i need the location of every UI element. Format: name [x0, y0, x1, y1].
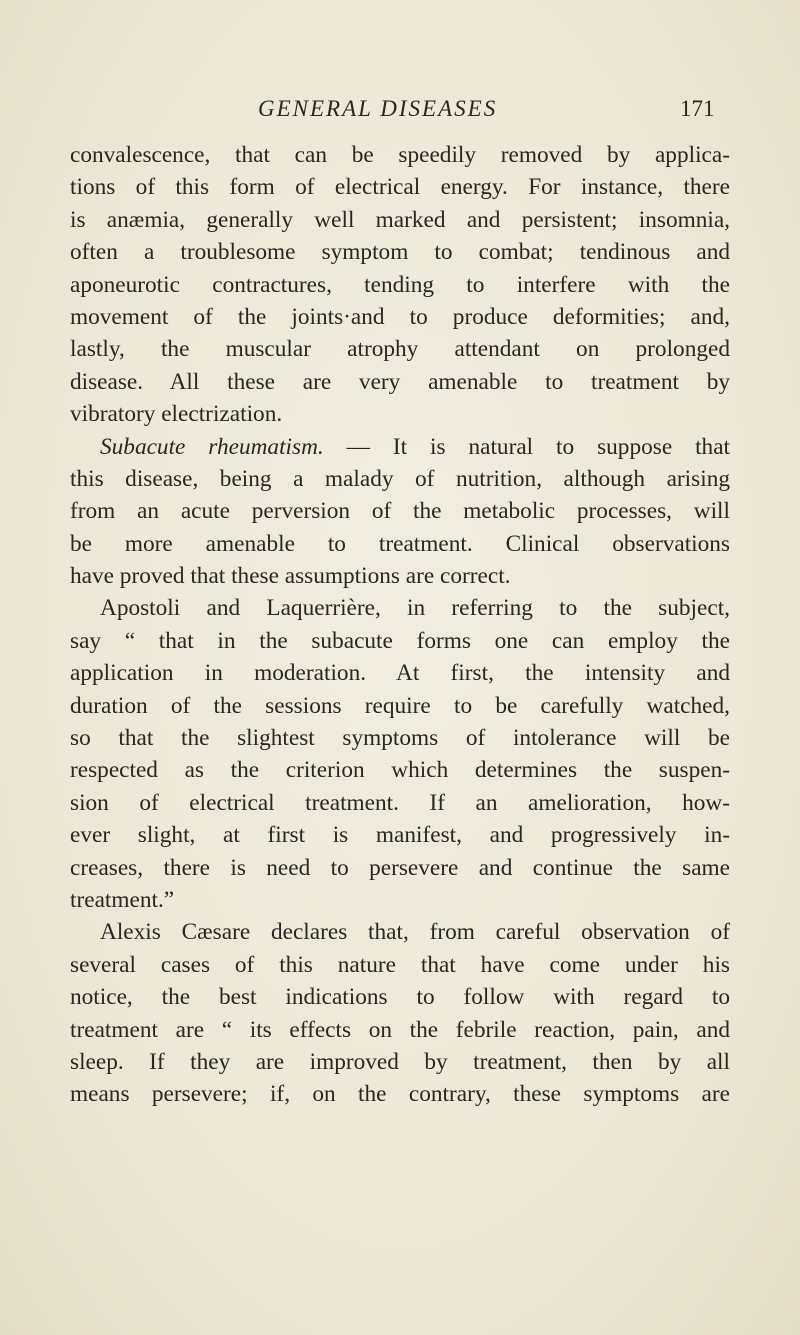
text-line: so that the slightest symptoms of intolerance will be	[70, 725, 730, 752]
text-line: disease. All these are very amenable to treatment by	[70, 368, 730, 395]
text-line: be more amenable to treatment. Clinical observations	[70, 530, 730, 557]
running-title: GENERAL DISEASES	[258, 96, 498, 121]
text-line: sion of electrical treatment. If an amelioration, how-	[70, 789, 730, 816]
running-head	[0, 96, 800, 128]
text-line: treatment are “ its effects on the febrile reaction, pain, and	[70, 1016, 730, 1043]
text-line: application in moderation. At first, the intensity and	[70, 660, 730, 687]
text-line: often a troublesome symptom to combat; tendinous and	[70, 239, 730, 266]
text-line: aponeurotic contractures, tending to interfere with the	[70, 271, 730, 298]
text-line: from an acute perversion of the metabolic processes, will	[70, 498, 730, 525]
text-line: notice, the best indications to follow with regard to	[70, 984, 730, 1011]
text-line: Subacute rheumatism. — It is natural to suppose that	[100, 433, 731, 460]
text-line: sleep. If they are improved by treatment, then by all	[70, 1048, 730, 1075]
text-line: this disease, being a malady of nutrition, although arising	[70, 465, 730, 492]
text-line: duration of the sessions require to be carefully watched,	[70, 692, 730, 719]
text-line: treatment.”	[70, 886, 175, 913]
text-line: means persevere; if, on the contrary, these symptoms are	[70, 1081, 730, 1108]
page-number: 171	[680, 96, 715, 121]
text-line: ever slight, at first is manifest, and progressively in-	[70, 822, 730, 849]
text-line: movement of the joints·and to produce deformities; and,	[70, 303, 730, 330]
section-heading-italic: Subacute rheumatism.	[100, 433, 324, 460]
text-line: lastly, the muscular atrophy attendant on prolonged	[70, 336, 730, 363]
text-line: tions of this form of electrical energy. For instance, there	[70, 174, 730, 201]
text-line: convalescence, that can be speedily removed by applica-	[70, 142, 730, 168]
body-text	[70, 139, 730, 1111]
text-line: say “ that in the subacute forms one can employ the	[70, 627, 730, 654]
text-line: respected as the criterion which determines the suspen-	[70, 757, 730, 784]
text-line: vibratory electrization.	[70, 401, 283, 428]
text-line: Apostoli and Laquerrière, in referring to the subject,	[100, 595, 730, 622]
text-line: creases, there is need to persevere and continue the same	[70, 854, 730, 881]
text-line: Alexis Cæsare declares that, from careful observation of	[100, 919, 730, 946]
text-line: is anæmia, generally well marked and persistent; insomnia,	[70, 206, 730, 233]
text-line: have proved that these assumptions are correct.	[70, 563, 511, 590]
text-line: several cases of this nature that have come under his	[70, 951, 730, 978]
